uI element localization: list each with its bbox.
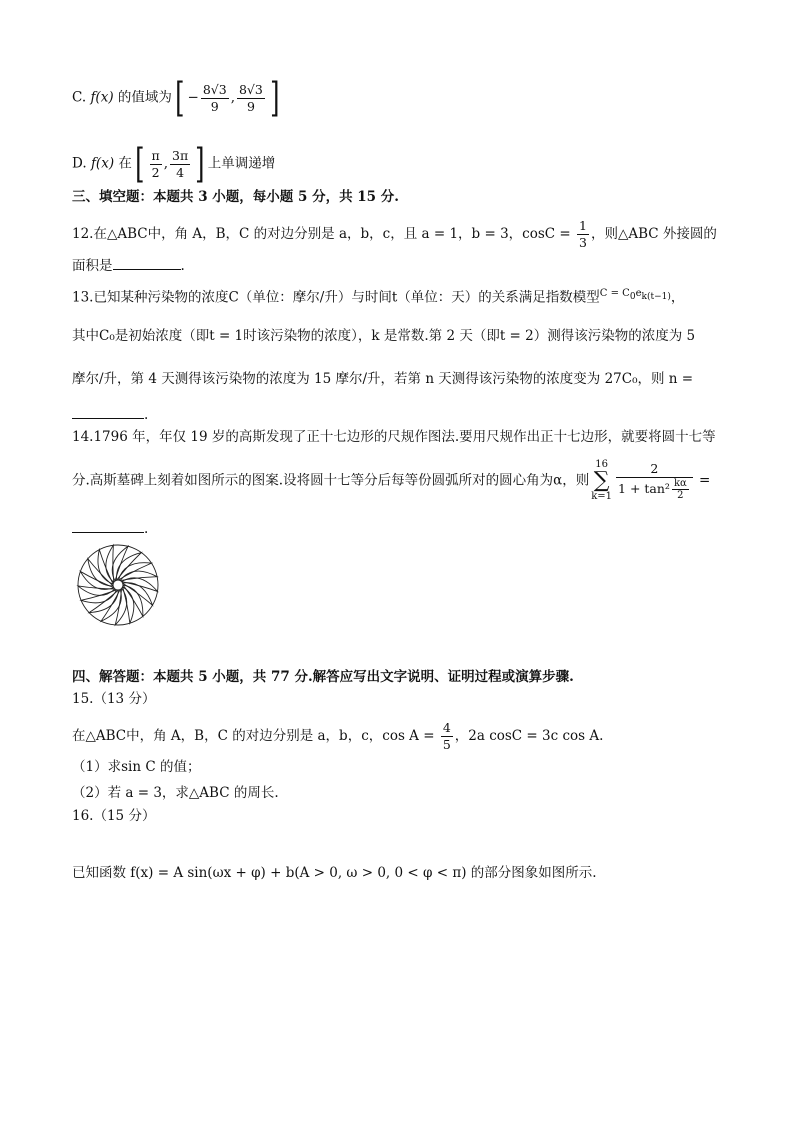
fraction-right: $\frac{8√3}{9}$ [238,81,263,114]
answer-blank-12[interactable] [113,255,181,270]
sum-fraction: 2 1 + tan² $\frac{k\alpha}{2}$ [616,461,693,501]
section-3-heading: 三、填空题：本题共 3 小题，每小题 5 分，共 15 分. [72,189,399,205]
q14-line1: 14.1796 年，年仅 19 岁的高斯发现了正十七边形的尺规作图法.要用尺规作出正十七边形，就要将圆十七等 [72,429,716,445]
q12-line1: 12.在△ABC中，角 A，B，C 的对边分别是 a，b，c，且 a = 1，b = 3，cosC = $\frac{1}{3}$ ，则△ABC 外接圆的 [72,218,717,250]
right-bracket: ] [269,75,280,121]
summation: 16 ∑ k=1 [591,459,613,502]
q16-heading: 16.（15 分） [72,808,156,824]
option-c: C. f(x) 的值域为[ − $\frac{8√3}{9}$ , $\frac{8√3}{9}$ ] [72,75,280,121]
answer-blank-13[interactable] [72,404,144,419]
fraction-pi-2: $\frac{\pi}{2}$ [151,147,160,180]
q13-line1: 13.已知某种污染物的浓度C（单位：摩尔/升）与时间t（单位：天）的关系满足指数模型$^{C = C0ek(t-1)}$， [72,288,685,306]
q12-line2: 面积是 . [72,255,185,276]
q15-sub1: （1）求sin C 的值； [72,759,201,775]
q15-heading: 15.（13 分） [72,691,156,707]
section-4-heading: 四、解答题：本题共 5 小题，共 77 分.解答应写出文字说明、证明过程或演算步骤. [72,669,574,685]
fraction-1-3: $\frac{1}{3}$ [579,218,587,250]
q15-sub2: （2）若 a = 3，求△ABC 的周长. [72,785,279,801]
q16-line1: 已知函数 f(x) = A sin(ωx + φ) + b(A > 0, ω > 0, 0 < φ < π) 的部分图象如图所示. [72,865,597,881]
answer-blank-14[interactable] [72,518,144,533]
fraction-3pi-4: $\frac{3\pi}{4}$ [172,147,189,180]
q14-line3: . [72,518,148,539]
q13-line3: 摩尔/升，第 4 天测得该污染物的浓度为 15 摩尔/升，若第 n 天测得该污染物的浓度变为 27C₀，则 n = [72,371,694,387]
fraction-4-5: $\frac{4}{5}$ [442,720,451,752]
q13-line2: 其中C₀是初始浓度（即t = 1时该污染物的浓度），k 是常数.第 2 天（即t = 2）测得该污染物的浓度为 5 [72,328,696,344]
fraction-left: $\frac{8√3}{9}$ [202,81,227,114]
q13-line4: . [72,404,148,425]
q14-line2: 分.高斯墓碑上刻着如图所示的图案.设将圆十七等分后每等份圆弧所对的圆心角为α，则16 ∑ k=1 2 1 + tan² $\frac{k\alpha}{2}$ = [72,459,711,502]
gauss-rosette-figure [70,543,172,627]
option-d: D. f(x) 在[ $\frac{\pi}{2}$ , $\frac{3\pi}{4}$ ] 上单调递增 [72,141,276,187]
left-bracket: [ [175,75,185,121]
exponential-model: C = C0ek(t−1) [599,288,671,302]
q15-line1: 在△ABC中，角 A，B，C 的对边分别是 a，b，c，cos A = $\frac{4}{5}$ ，2a cosC = 3c cos A. [72,720,604,752]
